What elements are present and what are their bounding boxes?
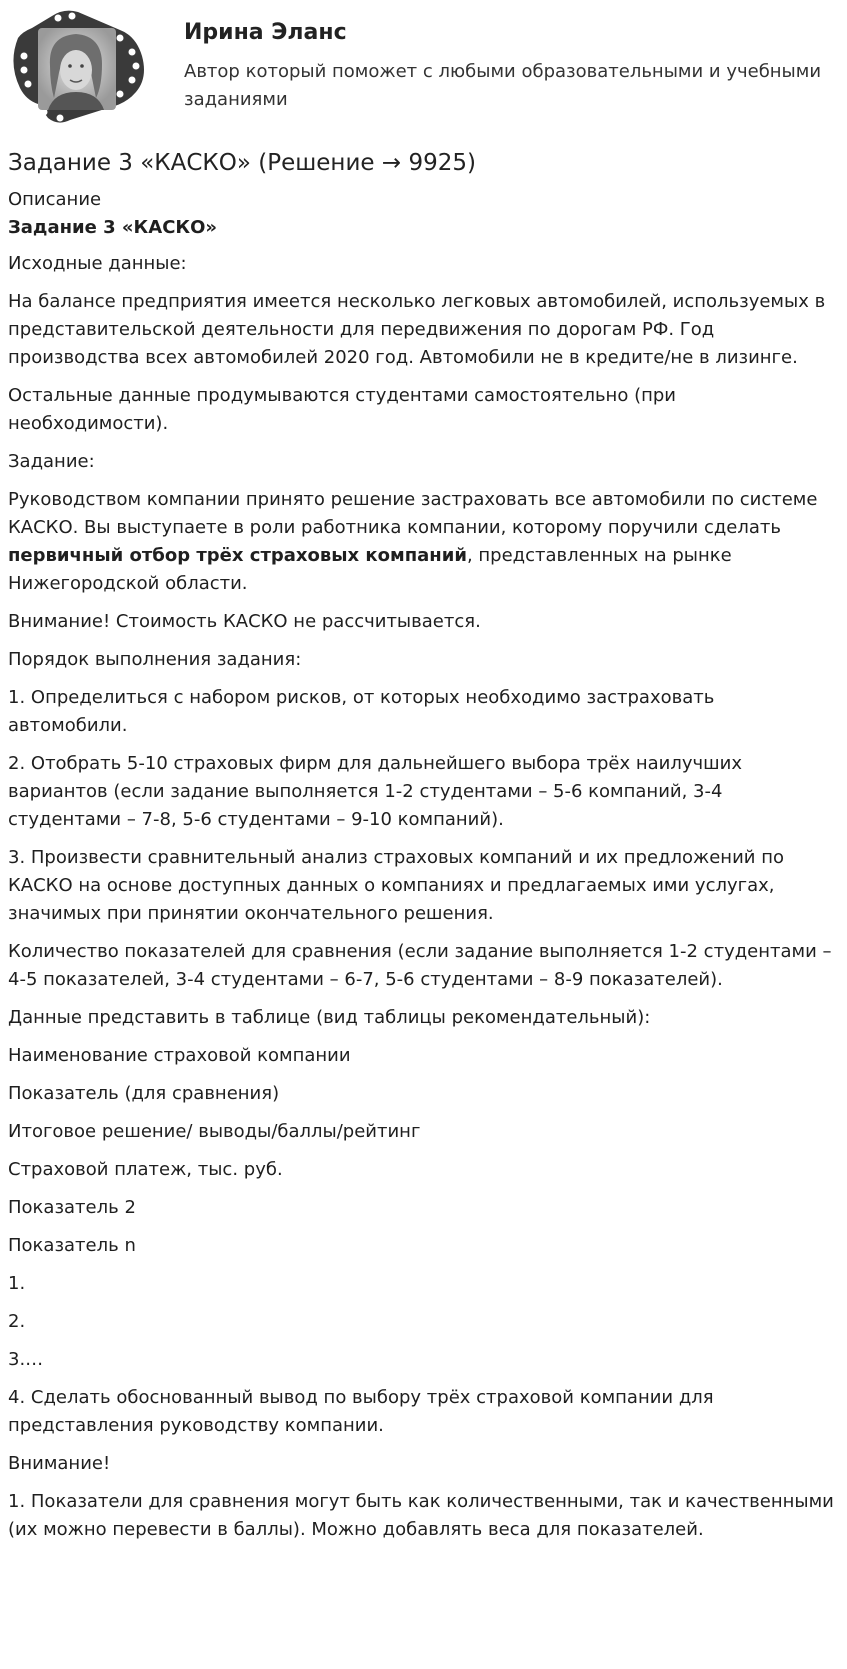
paragraph-row-1: 1. bbox=[8, 1273, 26, 1294]
paragraph-row-2: 2. bbox=[8, 1311, 26, 1332]
paragraph-attention-1: 1. Показатели для сравнения могут быть как количественными, так и качественными (их можно перевести в баллы). Можно добавлять веса для показателей. bbox=[8, 1491, 834, 1540]
paragraph-row-3: 3.… bbox=[8, 1349, 44, 1370]
paragraph-table-note: Данные представить в таблице (вид таблицы рекомендательный): bbox=[8, 1007, 651, 1028]
paragraph-initial-data-label: Исходные данные: bbox=[8, 253, 187, 274]
paragraph-table-indicator: Показатель (для сравнения) bbox=[8, 1083, 280, 1104]
paragraph-other-data: Остальные данные продумываются студентами самостоятельно (при необходимости). bbox=[8, 385, 676, 434]
paragraph-table-indicator-2: Показатель 2 bbox=[8, 1197, 136, 1218]
paragraph-step-2: 2. Отобрать 5-10 страховых фирм для дальнейшего выбора трёх наилучших вариантов (если задание выполняется 1-2 студентами – 5-6 компаний, 3-4 студентами – 7-8, 5-6 студентами – 9-10 компаний). bbox=[8, 753, 742, 830]
paragraph-task-label: Задание: bbox=[8, 451, 95, 472]
paragraph-indicator-count: Количество показателей для сравнения (если задание выполняется 1-2 студентами – 4-5 показателей, 3-4 студентами – 6-7, 5-6 студентами – 8-9 показателей). bbox=[8, 941, 832, 990]
paragraph-table-final-decision: Итоговое решение/ выводы/баллы/рейтинг bbox=[8, 1121, 421, 1142]
author-avatar[interactable] bbox=[8, 8, 150, 128]
paragraph-table-company-name: Наименование страховой компании bbox=[8, 1045, 351, 1066]
paragraph-attention-label: Внимание! bbox=[8, 1453, 111, 1474]
page-title: Задание 3 «КАСКО» (Решение → 9925) bbox=[8, 150, 476, 176]
author-name[interactable]: Ирина Эланс bbox=[184, 20, 347, 45]
author-description: Автор который поможет с любыми образовательными и учебными заданиями bbox=[184, 61, 822, 110]
paragraph-step-4: 4. Сделать обоснованный вывод по выбору трёх страховой компании для представления руководству компании. bbox=[8, 1387, 714, 1436]
paragraph-step-1: 1. Определиться с набором рисков, от которых необходимо застраховать автомобили. bbox=[8, 687, 715, 736]
task-text-before: Руководством компании принято решение застраховать все автомобили по системе КАСКО. Вы выступаете в роли работника компании, которому поручили сделать bbox=[8, 489, 818, 538]
paragraph-table-indicator-n: Показатель n bbox=[8, 1235, 136, 1256]
paragraph-step-3: 3. Произвести сравнительный анализ страховых компаний и их предложений по КАСКО на основе доступных данных о компаниях и предлагаемых ими услугах, значимых при принятии окончательного решения. bbox=[8, 847, 784, 924]
task-heading: Задание 3 «КАСКО» bbox=[8, 217, 218, 238]
task-text-bold: первичный отбор трёх страховых компаний bbox=[8, 545, 467, 566]
paragraph-task-description bbox=[8, 486, 839, 598]
main-content bbox=[8, 148, 839, 1554]
paragraph-procedure-label: Порядок выполнения задания: bbox=[8, 649, 302, 670]
description-label: Описание bbox=[8, 189, 102, 210]
paragraph-initial-data: На балансе предприятия имеется несколько легковых автомобилей, используемых в представительской деятельности для передвижения по дорогам РФ. Год производства всех автомобилей 2020 год. Автомобили не в кредите/не в лизинге. bbox=[8, 291, 826, 368]
author-card bbox=[8, 8, 839, 128]
paragraph-table-insurance-payment: Страховой платеж, тыс. руб. bbox=[8, 1159, 283, 1180]
task-text-after: , представленных на рынке Нижегородской области. bbox=[8, 545, 732, 594]
paragraph-attention-cost: Внимание! Стоимость КАСКО не рассчитывается. bbox=[8, 611, 481, 632]
